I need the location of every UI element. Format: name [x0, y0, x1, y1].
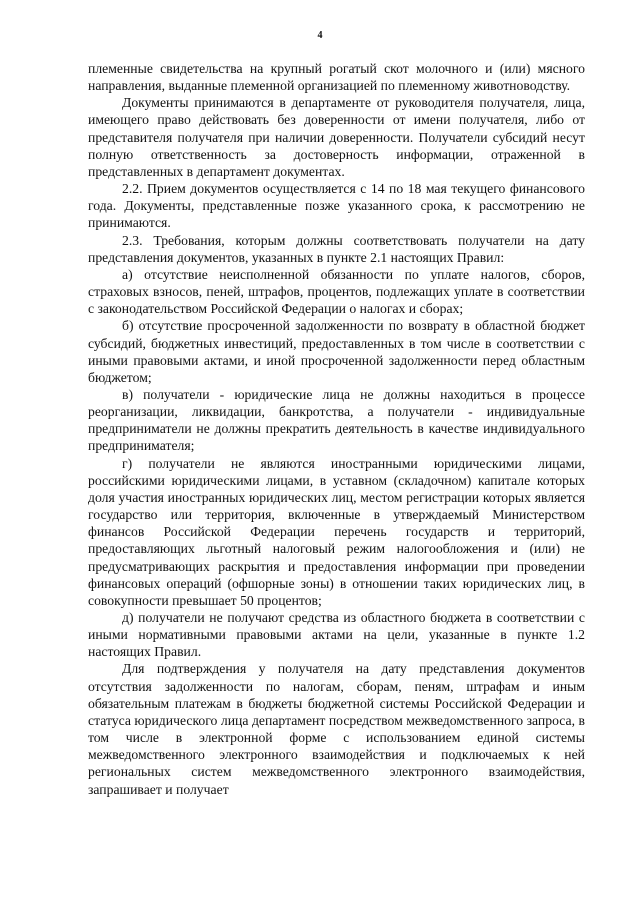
paragraph-2-2: 2.2. Прием документов осуществляется с 14 по 18 мая текущего финансового года. Документы, представленные позже указанного срока, к рассмотрению не принимаются.	[88, 181, 585, 231]
paragraph-continuation: племенные свидетельства на крупный рогатый скот молочного и (или) мясного направления, выданные племенной организацией по племенному животноводству.	[88, 61, 585, 94]
list-item-v: в) получатели - юридические лица не должны находиться в процессе реорганизации, ликвидации, банкротства, а получатели - индивидуальные предприниматели не должны прекратить деятельность в качестве индивидуального предпринимателя;	[88, 386, 585, 454]
list-item-d: д) получатели не получают средства из областного бюджета в соответствии с иными нормативными правовыми актами на цели, указанные в пункте 1.2 настоящих Правил.	[88, 610, 585, 660]
list-item-a: а) отсутствие неисполненной обязанности по уплате налогов, сборов, страховых взносов, пеней, штрафов, процентов, подлежащих уплате в соответствии с законодательством Российской Федерации о налогах и сборах;	[88, 266, 585, 317]
list-item-g: г) получатели не являются иностранными юридическими лицами, российскими юридическими лицами, в уставном (складочном) капитале которых доля участия иностранных юридических лиц, местом регистрации которых является государство или территория, включенные в утверждаемый Министерством финансов Российской Федерации перечень государств и территорий, предоставляющих льготный налоговый режим налогообложения и (или) не предусматривающих раскрытия и предоставления информации при проведении финансовых операций (офшорные зоны) в отношении таких юридических лиц, в совокупности превышает 50 процентов;	[88, 455, 585, 608]
list-item-b: б) отсутствие просроченной задолженности по возврату в областной бюджет субсидий, бюджетных инвестиций, предоставленных в том числе в соответствии с иными правовыми актами, и иной просроченной задолженности перед областным бюджетом;	[88, 318, 585, 385]
paragraph-documents-acceptance: Документы принимаются в департаменте от руководителя получателя, лица, имеющего право действовать без доверенности от имени получателя, либо от представителя получателя при наличии доверенности. Получатели субсидий несут полную ответственность за достоверность информации, отраженной в представленных в департамент документах.	[88, 95, 585, 179]
document-body	[88, 60, 585, 798]
paragraph-confirmation: Для подтверждения у получателя на дату представления документов отсутствия задолженности по налогам, сборам, пеням, штрафам и иным обязательным платежам в бюджеты бюджетной системы Российской Федерации и статуса юридического лица департамент посредством межведомственного запроса, в том числе в электронной форме с использованием единой системы межведомственного электронного взаимодействия и подключаемых к ней региональных систем межведомственного электронного взаимодействия, запрашивает и получает	[88, 661, 585, 797]
page-number: 4	[317, 30, 323, 41]
paragraph-2-3: 2.3. Требования, которым должны соответствовать получатели на дату представления документов, указанных в пункте 2.1 настоящих Правил:	[88, 232, 585, 265]
